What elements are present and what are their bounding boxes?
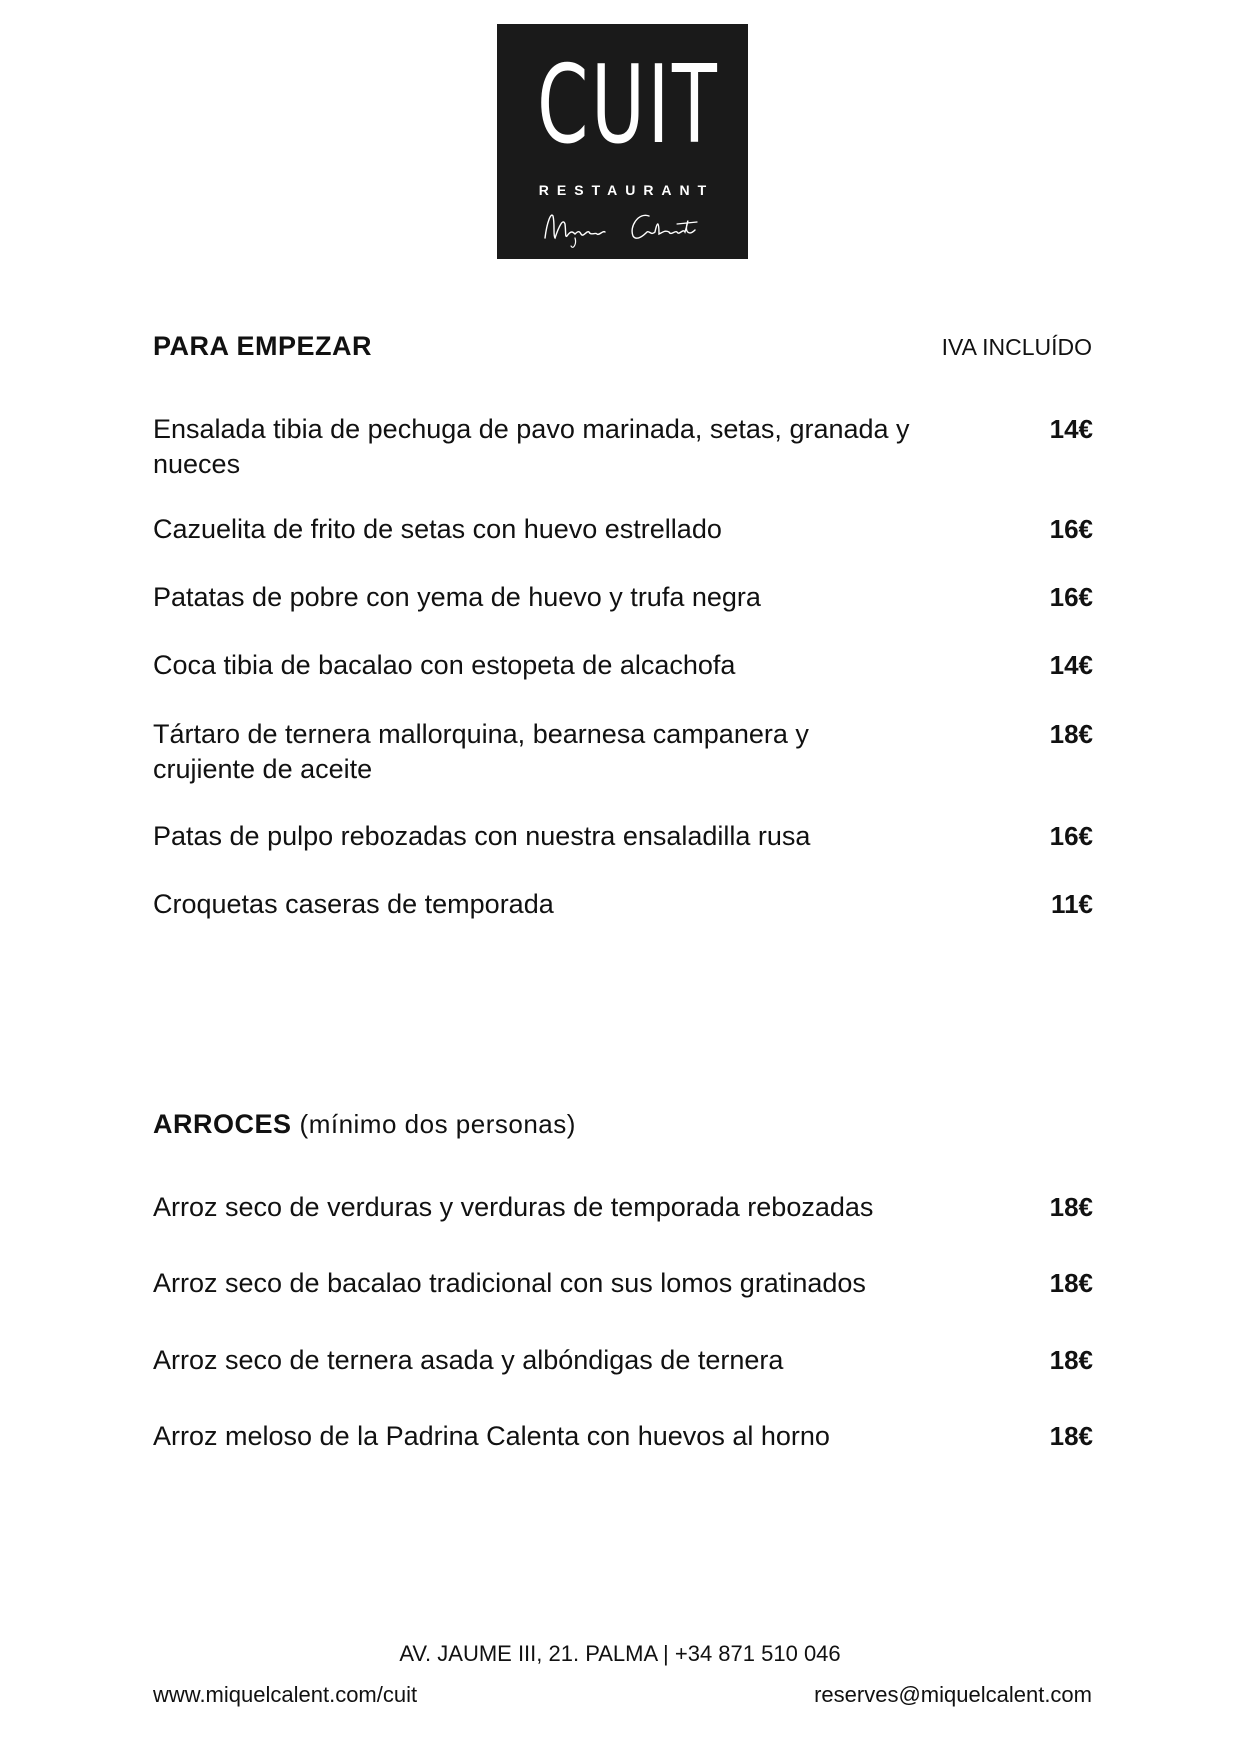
- menu-item-name: Ensalada tibia de pechuga de pavo marinada, setas, granada y nueces: [153, 414, 910, 479]
- logo-title: CUIT: [537, 43, 720, 168]
- section-heading-starters: PARA EMPEZAR: [153, 331, 373, 361]
- footer-address: AV. JAUME III, 21. PALMA | +34 871 510 046: [399, 1641, 841, 1666]
- menu-item-name: Patas de pulpo rebozadas con nuestra ensaladilla rusa: [153, 821, 811, 851]
- menu-item-price: 18€: [1049, 1345, 1093, 1375]
- section-heading-rice: [153, 1109, 576, 1140]
- menu-item-price: 18€: [1049, 719, 1093, 749]
- menu-item-price: 16€: [1049, 514, 1093, 544]
- menu-item-name: Cazuelita de frito de setas con huevo estrellado: [153, 514, 722, 544]
- menu-item-price: 14€: [1049, 650, 1093, 680]
- menu-item-price: 18€: [1049, 1192, 1093, 1222]
- menu-item-price: 14€: [1049, 414, 1093, 444]
- footer-email-link[interactable]: reserves@miquelcalent.com: [814, 1682, 1092, 1707]
- section-heading-rice-note: (mínimo dos personas): [299, 1109, 576, 1139]
- menu-item-price: 16€: [1049, 821, 1093, 851]
- menu-item-name: Patatas de pobre con yema de huevo y trufa negra: [153, 582, 761, 612]
- menu-item-name: Arroz seco de bacalao tradicional con sus lomos gratinados: [153, 1268, 866, 1298]
- signature-icon: [537, 202, 707, 252]
- menu-item-name: Arroz meloso de la Padrina Calenta con huevos al horno: [153, 1421, 830, 1451]
- menu-item-price: 18€: [1049, 1268, 1093, 1298]
- vat-note: IVA INCLUÍDO: [941, 334, 1092, 360]
- section-heading-rice-title: ARROCES: [153, 1109, 292, 1139]
- restaurant-logo: [497, 24, 748, 259]
- footer-website-link[interactable]: www.miquelcalent.com/cuit: [153, 1682, 418, 1707]
- logo-subtitle: RESTAURANT: [538, 182, 715, 198]
- menu-item-price: 18€: [1049, 1421, 1093, 1451]
- menu-item-name: Croquetas caseras de temporada: [153, 889, 554, 919]
- menu-item-name: Arroz seco de ternera asada y albóndigas de ternera: [153, 1345, 784, 1375]
- menu-item-name: Tártaro de ternera mallorquina, bearnesa campanera y crujiente de aceite: [153, 719, 809, 784]
- menu-item-name: Arroz seco de verduras y verduras de temporada rebozadas: [153, 1192, 874, 1222]
- menu-item-price: 11€: [1051, 889, 1093, 919]
- menu-item-name: Coca tibia de bacalao con estopeta de alcachofa: [153, 650, 736, 680]
- menu-item-price: 16€: [1049, 582, 1093, 612]
